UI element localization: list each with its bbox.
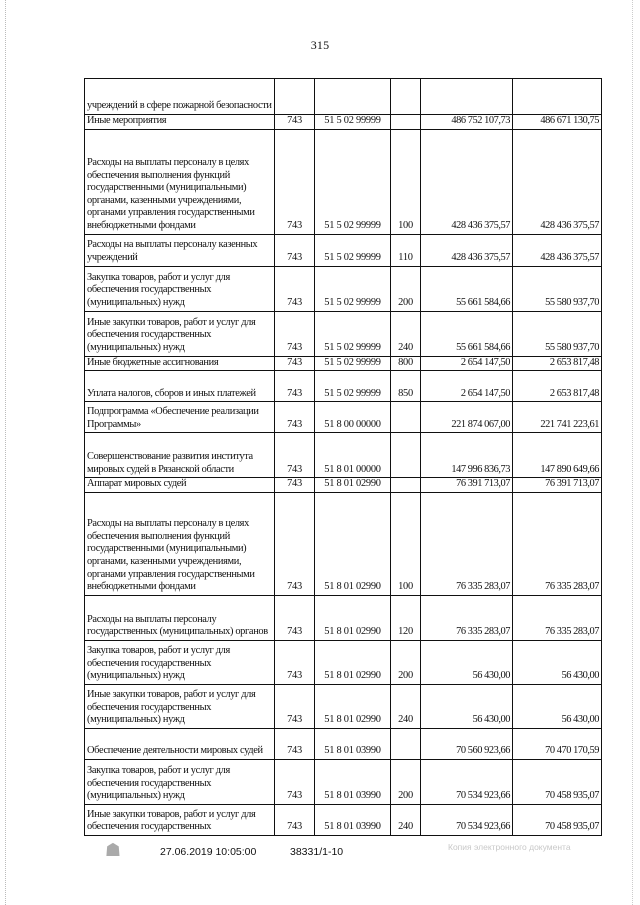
row-amount-1: 76 335 283,07 bbox=[421, 595, 513, 640]
row-amount-1: 55 661 584,66 bbox=[421, 311, 513, 356]
row-target: 51 8 01 02990 bbox=[315, 684, 391, 728]
row-name: Закупка товаров, работ и услуг для обеспечения государственных (муниципальных) нужд bbox=[85, 759, 275, 804]
row-amount-1: 55 661 584,66 bbox=[421, 266, 513, 311]
row-type: 850 bbox=[391, 371, 421, 402]
row-amount-1: 76 335 283,07 bbox=[421, 492, 513, 595]
row-target: 51 8 01 02990 bbox=[315, 595, 391, 640]
row-code: 743 bbox=[275, 595, 315, 640]
table-row bbox=[85, 640, 602, 684]
row-target: 51 8 01 00000 bbox=[315, 433, 391, 478]
table-row bbox=[85, 115, 602, 130]
budget-table bbox=[84, 78, 602, 836]
table-row bbox=[85, 804, 602, 835]
table-row bbox=[85, 402, 602, 433]
table-row bbox=[85, 728, 602, 759]
row-target: 51 8 01 02990 bbox=[315, 492, 391, 595]
electronic-copy-stamp: Копия электронного документа bbox=[448, 842, 571, 852]
row-code bbox=[275, 79, 315, 115]
row-amount-1: 221 874 067,00 bbox=[421, 402, 513, 433]
row-target: 51 5 02 99999 bbox=[315, 311, 391, 356]
row-type bbox=[391, 79, 421, 115]
table-row bbox=[85, 356, 602, 371]
row-amount-1: 428 436 375,57 bbox=[421, 234, 513, 266]
row-type: 200 bbox=[391, 640, 421, 684]
row-name: учреждений в сфере пожарной безопасности bbox=[85, 79, 275, 115]
row-code: 743 bbox=[275, 115, 315, 130]
row-amount-1: 56 430,00 bbox=[421, 640, 513, 684]
row-amount-1: 486 752 107,73 bbox=[421, 115, 513, 130]
row-amount-2: 55 580 937,70 bbox=[513, 266, 602, 311]
row-code: 743 bbox=[275, 433, 315, 478]
row-code: 743 bbox=[275, 759, 315, 804]
table-row bbox=[85, 266, 602, 311]
table-row bbox=[85, 478, 602, 493]
row-amount-2: 486 671 130,75 bbox=[513, 115, 602, 130]
row-name: Обеспечение деятельности мировых судей bbox=[85, 728, 275, 759]
table-row bbox=[85, 79, 602, 115]
row-name: Закупка товаров, работ и услуг для обеспечения государственных (муниципальных) нужд bbox=[85, 266, 275, 311]
row-amount-2: 428 436 375,57 bbox=[513, 234, 602, 266]
table-row bbox=[85, 129, 602, 234]
row-code: 743 bbox=[275, 640, 315, 684]
row-type bbox=[391, 402, 421, 433]
row-name: Иные бюджетные ассигнования bbox=[85, 356, 275, 371]
table-row bbox=[85, 371, 602, 402]
row-target: 51 8 01 02990 bbox=[315, 478, 391, 493]
row-name: Иные закупки товаров, работ и услуг для обеспечения государственных (муниципальных) нужд bbox=[85, 684, 275, 728]
row-code: 743 bbox=[275, 356, 315, 371]
row-target: 51 5 02 99999 bbox=[315, 129, 391, 234]
row-amount-2: 55 580 937,70 bbox=[513, 311, 602, 356]
row-amount-2: 147 890 649,66 bbox=[513, 433, 602, 478]
row-name: Совершенствование развития института мировых судей в Рязанской области bbox=[85, 433, 275, 478]
row-code: 743 bbox=[275, 492, 315, 595]
table-row bbox=[85, 433, 602, 478]
row-type: 200 bbox=[391, 759, 421, 804]
footer-date: 27.06.2019 10:05:00 bbox=[160, 846, 257, 858]
row-amount-2: 70 458 935,07 bbox=[513, 759, 602, 804]
row-amount-1: 70 534 923,66 bbox=[421, 759, 513, 804]
row-type bbox=[391, 433, 421, 478]
row-amount-1: 2 654 147,50 bbox=[421, 356, 513, 371]
row-amount-2: 56 430,00 bbox=[513, 640, 602, 684]
page-number: 315 bbox=[310, 38, 330, 52]
row-name: Аппарат мировых судей bbox=[85, 478, 275, 493]
row-type bbox=[391, 728, 421, 759]
row-target: 51 5 02 99999 bbox=[315, 115, 391, 130]
row-amount-2: 2 653 817,48 bbox=[513, 371, 602, 402]
row-code: 743 bbox=[275, 684, 315, 728]
row-target: 51 8 01 03990 bbox=[315, 759, 391, 804]
row-type: 120 bbox=[391, 595, 421, 640]
row-amount-1: 70 560 923,66 bbox=[421, 728, 513, 759]
table-row bbox=[85, 759, 602, 804]
row-amount-2: 56 430,00 bbox=[513, 684, 602, 728]
row-amount-2: 428 436 375,57 bbox=[513, 129, 602, 234]
row-target: 51 8 00 00000 bbox=[315, 402, 391, 433]
row-amount-2: 70 458 935,07 bbox=[513, 804, 602, 835]
stamp-icon: ☗ bbox=[104, 840, 122, 860]
row-amount-2: 2 653 817,48 bbox=[513, 356, 602, 371]
row-amount-2 bbox=[513, 79, 602, 115]
row-amount-2: 76 335 283,07 bbox=[513, 595, 602, 640]
row-target: 51 5 02 99999 bbox=[315, 234, 391, 266]
row-code: 743 bbox=[275, 402, 315, 433]
row-type: 240 bbox=[391, 311, 421, 356]
row-amount-1: 2 654 147,50 bbox=[421, 371, 513, 402]
row-type: 240 bbox=[391, 684, 421, 728]
row-type: 100 bbox=[391, 129, 421, 234]
row-target: 51 8 01 03990 bbox=[315, 804, 391, 835]
row-type: 100 bbox=[391, 492, 421, 595]
row-name: Расходы на выплаты персоналу в целях обеспечения выполнения функций государственными (муниципальными) органами, казенными учреждениями, органами управления государственными внебюджетными фондами bbox=[85, 129, 275, 234]
row-target: 51 8 01 02990 bbox=[315, 640, 391, 684]
row-amount-1: 70 534 923,66 bbox=[421, 804, 513, 835]
row-amount-2: 70 470 170,59 bbox=[513, 728, 602, 759]
scan-edge-right bbox=[632, 0, 633, 905]
row-type: 800 bbox=[391, 356, 421, 371]
row-code: 743 bbox=[275, 478, 315, 493]
row-amount-1: 76 391 713,07 bbox=[421, 478, 513, 493]
row-amount-1: 147 996 836,73 bbox=[421, 433, 513, 478]
row-target: 51 5 02 99999 bbox=[315, 266, 391, 311]
row-type: 240 bbox=[391, 804, 421, 835]
row-code: 743 bbox=[275, 266, 315, 311]
row-type bbox=[391, 478, 421, 493]
row-code: 743 bbox=[275, 129, 315, 234]
row-amount-1: 56 430,00 bbox=[421, 684, 513, 728]
row-name: Расходы на выплаты персоналу в целях обеспечения выполнения функций государственными (муниципальными) органами, казенными учреждениями, органами управления государственными внебюджетными фондами bbox=[85, 492, 275, 595]
row-name: Расходы на выплаты персоналу государственных (муниципальных) органов bbox=[85, 595, 275, 640]
row-target bbox=[315, 79, 391, 115]
row-type bbox=[391, 115, 421, 130]
row-amount-2: 221 741 223,61 bbox=[513, 402, 602, 433]
row-name: Уплата налогов, сборов и иных платежей bbox=[85, 371, 275, 402]
row-type: 200 bbox=[391, 266, 421, 311]
row-amount-2: 76 335 283,07 bbox=[513, 492, 602, 595]
row-name: Иные закупки товаров, работ и услуг для обеспечения государственных bbox=[85, 804, 275, 835]
table-row bbox=[85, 684, 602, 728]
row-code: 743 bbox=[275, 804, 315, 835]
table-row bbox=[85, 595, 602, 640]
row-code: 743 bbox=[275, 234, 315, 266]
row-amount-2: 76 391 713,07 bbox=[513, 478, 602, 493]
table-row bbox=[85, 311, 602, 356]
row-target: 51 5 02 99999 bbox=[315, 356, 391, 371]
row-name: Расходы на выплаты персоналу казенных учреждений bbox=[85, 234, 275, 266]
scan-edge-left bbox=[5, 0, 6, 905]
row-code: 743 bbox=[275, 371, 315, 402]
row-target: 51 8 01 03990 bbox=[315, 728, 391, 759]
row-code: 743 bbox=[275, 311, 315, 356]
table-row bbox=[85, 492, 602, 595]
row-name: Закупка товаров, работ и услуг для обеспечения государственных (муниципальных) нужд bbox=[85, 640, 275, 684]
footer-doc-number: 38331/1-10 bbox=[290, 846, 344, 858]
row-name: Иные закупки товаров, работ и услуг для обеспечения государственных (муниципальных) нужд bbox=[85, 311, 275, 356]
row-name: Иные мероприятия bbox=[85, 115, 275, 130]
row-target: 51 5 02 99999 bbox=[315, 371, 391, 402]
table-row bbox=[85, 234, 602, 266]
row-name: Подпрограмма «Обеспечение реализации Программы» bbox=[85, 402, 275, 433]
row-code: 743 bbox=[275, 728, 315, 759]
row-type: 110 bbox=[391, 234, 421, 266]
row-amount-1 bbox=[421, 79, 513, 115]
row-amount-1: 428 436 375,57 bbox=[421, 129, 513, 234]
